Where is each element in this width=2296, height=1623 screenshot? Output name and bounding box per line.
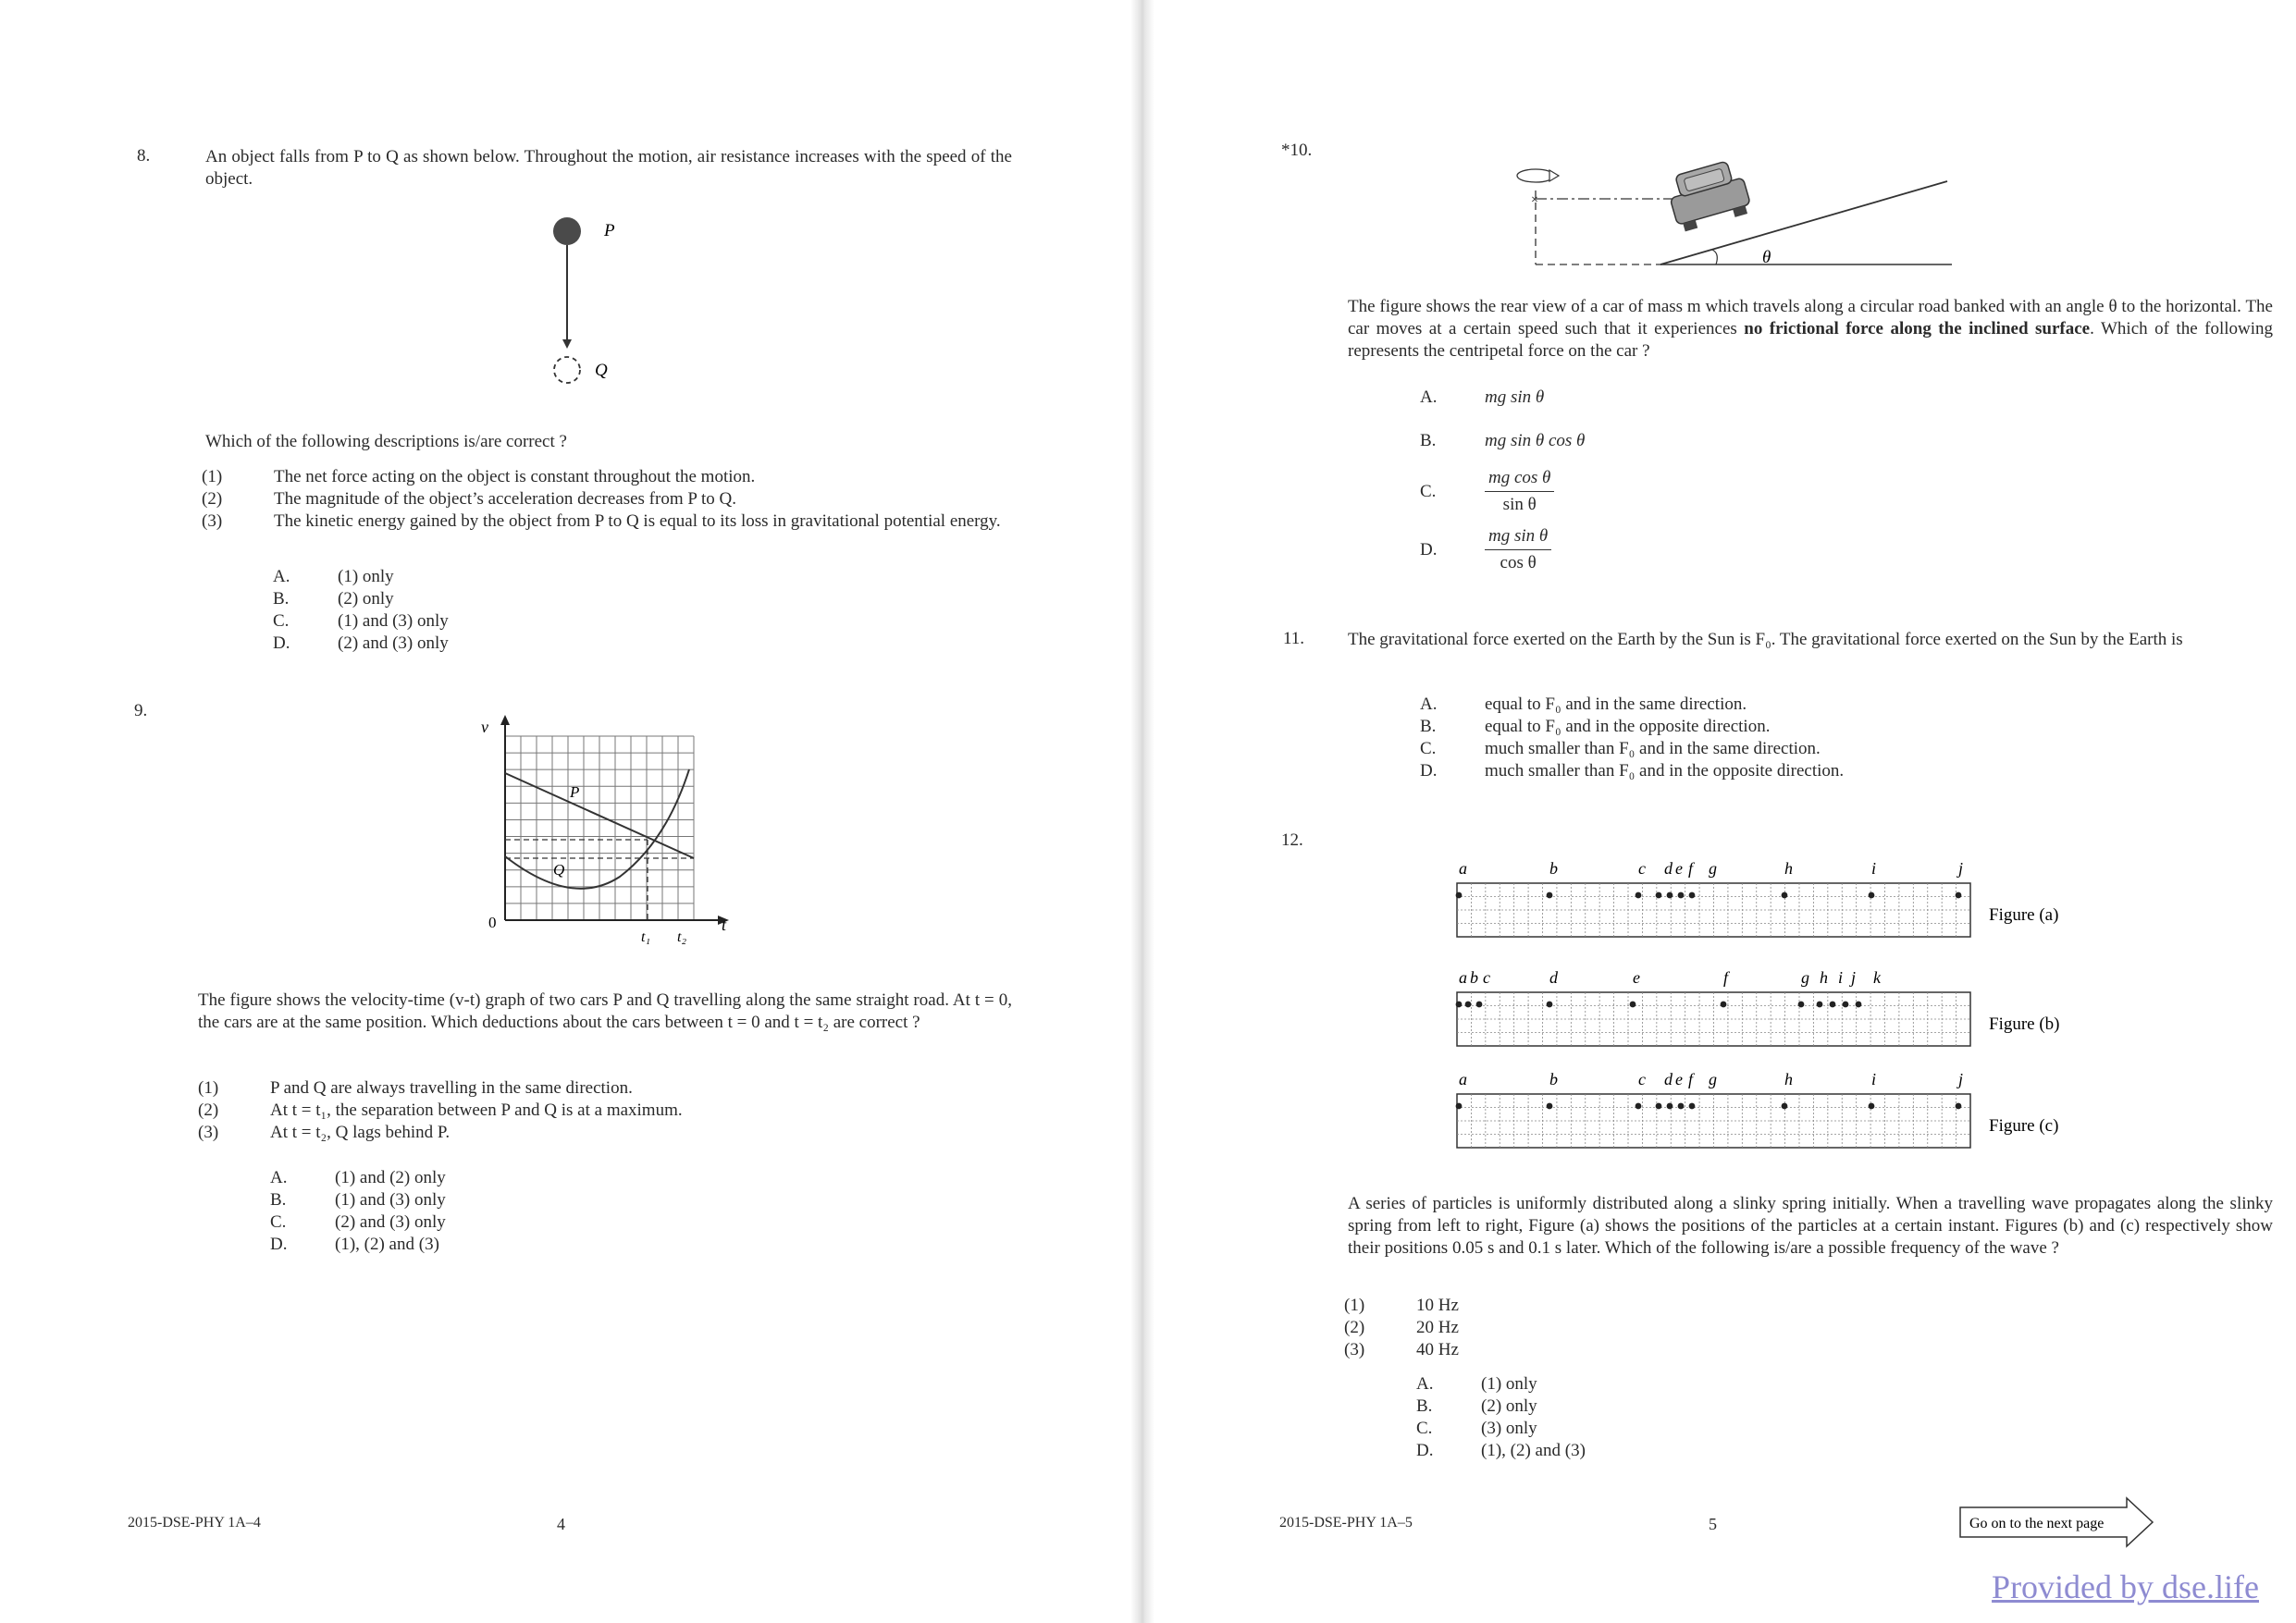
- particle-dot: [1830, 1002, 1836, 1008]
- q10-option-d-fraction: $\frac{\text{mg sin θ}}{\text{cos θ}}$: [1485, 525, 1551, 574]
- particle-dot: [1656, 892, 1662, 899]
- vt-x-label: t: [722, 916, 727, 934]
- particle-label: j: [1958, 859, 1964, 878]
- particle-dot: [1798, 1002, 1805, 1008]
- particle-dot: [1956, 1103, 1962, 1110]
- q11-option-d[interactable]: D. much smaller than F₀ and in the opposite direction.: [1420, 761, 1845, 781]
- label-p: P: [604, 221, 615, 240]
- rotation-arrow-icon: [1517, 169, 1554, 182]
- q12-statement: (3) 40 Hz: [1344, 1340, 1459, 1359]
- object-at-q: [554, 357, 580, 383]
- left-page: [0, 0, 1142, 1623]
- particle-dot: [1843, 1002, 1849, 1008]
- q10-number: *10.: [1281, 141, 1313, 160]
- q8-number: 8.: [137, 146, 151, 166]
- particle-label: c: [1638, 859, 1646, 878]
- q12-options: [1416, 1373, 1586, 1462]
- vt-curve-q: [505, 769, 689, 889]
- left-footer-code: 2015-DSE-PHY 1A–4: [128, 1515, 261, 1531]
- angle-label: θ: [1762, 248, 1771, 267]
- q8-statement: (3) The kinetic energy gained by the object from P to Q is equal to its loss in gravitational potential energy.: [202, 511, 1001, 531]
- right-page: [1142, 0, 2296, 1623]
- q11-option-b[interactable]: B. equal to F₀ and in the opposite direction.: [1420, 717, 1771, 736]
- particle-dot: [1465, 1002, 1472, 1008]
- vt-graph-grid: [505, 736, 694, 920]
- particle-dot: [1721, 1002, 1727, 1008]
- particle-dot: [1678, 892, 1685, 899]
- q11-options: [1420, 694, 1844, 782]
- q9-option-c[interactable]: C. (2) and (3) only: [270, 1212, 446, 1232]
- vt-t1-label: t₁: [641, 929, 651, 945]
- particle-dot: [1456, 1002, 1463, 1008]
- particle-dot: [1456, 1103, 1463, 1110]
- q8-statement: (1) The net force acting on the object is constant throughout the motion.: [202, 467, 756, 486]
- particle-label: f: [1688, 1070, 1694, 1088]
- vt-t2-label: t₂: [677, 929, 687, 945]
- car-icon: [1664, 158, 1753, 233]
- particle-label: a: [1459, 1070, 1467, 1088]
- particle-dot: [1630, 1002, 1636, 1008]
- q9-option-d[interactable]: D. (1), (2) and (3): [270, 1235, 439, 1254]
- object-at-p: [553, 217, 581, 245]
- watermark-link[interactable]: Provided by dse.life: [1992, 1568, 2259, 1605]
- particle-dot: [1817, 1002, 1823, 1008]
- q10-option-a[interactable]: A. mg sin θ: [1420, 387, 1545, 407]
- vt-q-label: Q: [553, 861, 565, 879]
- particle-dot: [1667, 1103, 1673, 1110]
- particle-dot: [1782, 892, 1788, 899]
- particle-label: b: [1549, 1070, 1558, 1088]
- vt-p-label: P: [570, 783, 580, 801]
- vt-origin-label: 0: [488, 914, 497, 931]
- vt-y-axis-arrow: [500, 715, 510, 725]
- q12-statements: [1344, 1295, 1459, 1361]
- q9-vt-graph: [472, 712, 749, 953]
- particle-dot: [1678, 1103, 1685, 1110]
- particle-label: b: [1549, 859, 1558, 878]
- particle-label: d: [1549, 968, 1558, 987]
- q9-number: 9.: [134, 701, 148, 720]
- particle-label: c: [1483, 968, 1490, 987]
- q9-options: [270, 1167, 446, 1256]
- particle-label: j: [1958, 1070, 1964, 1088]
- angle-arc: [1712, 250, 1717, 264]
- particle-dot: [1689, 892, 1696, 899]
- particle-label: f: [1688, 859, 1694, 878]
- particle-label: b: [1470, 968, 1478, 987]
- figure-caption: Figure (a): [1989, 905, 2059, 925]
- particle-label: e: [1675, 1070, 1683, 1088]
- particle-label: g: [1709, 859, 1717, 878]
- slinky-figure-b: [1456, 968, 2060, 1046]
- svg-text:Go on to the next page: Go on to the next page: [1969, 1516, 2105, 1531]
- particle-dot: [1547, 1002, 1553, 1008]
- q11-stem: The gravitational force exerted on the Earth by the Sun is F₀. The gravitational force exerted on the Sun by the Earth is: [1348, 630, 2183, 649]
- particle-label: e: [1675, 859, 1683, 878]
- q9-statement: (1) P and Q are always travelling in the same direction.: [198, 1078, 633, 1098]
- q11-number: 11.: [1283, 629, 1305, 648]
- particle-label: a: [1459, 859, 1467, 878]
- q9-option-a[interactable]: A. (1) and (2) only: [270, 1168, 446, 1187]
- particle-label: c: [1638, 1070, 1646, 1088]
- particle-dot: [1547, 1103, 1553, 1110]
- particle-label: d: [1664, 859, 1673, 878]
- q8-options: [273, 566, 449, 655]
- next-page-button[interactable]: [1957, 1494, 2160, 1550]
- particle-dot: [1656, 1103, 1662, 1110]
- q10-option-d[interactable]: D. $\frac{\text{mg sin θ}}{\text{cos θ}}$: [1420, 525, 1551, 574]
- q9-statement: (3) At t = t₂, Q lags behind P.: [198, 1123, 451, 1142]
- vt-y-label: v: [481, 718, 488, 736]
- slinky-figure-c: [1456, 1070, 2059, 1148]
- particle-label: f: [1723, 968, 1729, 987]
- particle-dot: [1869, 892, 1875, 899]
- particle-label: e: [1633, 968, 1640, 987]
- figure-caption: Figure (c): [1989, 1116, 2059, 1136]
- particle-dot: [1476, 1002, 1483, 1008]
- particle-label: h: [1784, 859, 1793, 878]
- figure-caption: Figure (b): [1989, 1014, 2060, 1034]
- q8-statements: [202, 466, 1012, 533]
- q9-option-b[interactable]: B. (1) and (3) only: [270, 1190, 446, 1210]
- q10-option-c[interactable]: C. $\frac{\text{mg cos θ}}{\text{sin θ}}$: [1420, 467, 1554, 516]
- particle-dot: [1689, 1103, 1696, 1110]
- q12-slinky-figures: [1420, 855, 2280, 1170]
- rotation-arrow-head: [1549, 170, 1559, 181]
- q12-statement: (2) 20 Hz: [1344, 1318, 1459, 1337]
- q9-stem: The figure shows the velocity-time (v-t) graph of two cars P and Q travelling along the same straight road. At t = 0, the cars are at the same position. Which deductions about the cars between t = 0 and t = t₂ are correct ?: [198, 990, 1012, 1032]
- right-page-number: 5: [1709, 1515, 1717, 1533]
- q12-number: 12.: [1281, 830, 1303, 850]
- axis-center-mark: ×: [1531, 193, 1538, 207]
- particle-label: a: [1459, 968, 1467, 987]
- particle-label: j: [1851, 968, 1857, 987]
- right-footer-code: 2015-DSE-PHY 1A–5: [1279, 1515, 1413, 1531]
- particle-dot: [1636, 892, 1642, 899]
- particle-label: i: [1838, 968, 1844, 987]
- particle-label: d: [1664, 1070, 1673, 1088]
- particle-label: i: [1871, 859, 1877, 878]
- q12-option-b[interactable]: B. (2) only: [1416, 1396, 1537, 1416]
- q8-question: Which of the following descriptions is/are correct ?: [205, 432, 567, 451]
- left-page-number: 4: [557, 1515, 565, 1533]
- q8-option-b[interactable]: B. (2) only: [273, 589, 394, 609]
- q8-statement: (2) The magnitude of the object’s acceleration decreases from P to Q.: [202, 489, 736, 509]
- particle-dot: [1956, 892, 1962, 899]
- particle-dot: [1456, 892, 1463, 899]
- particle-label: k: [1873, 968, 1881, 987]
- particle-label: h: [1820, 968, 1828, 987]
- q12-stem: A series of particles is uniformly distributed along a slinky spring initially. When a travelling wave propagates along the slinky spring from left to right, Figure (a) shows the positions of the particles at a certain instant. Figures (b) and (c) respectively show their positions 0.05 s and 0.1 s later. Which of the following is/are a possible frequency of the wave ?: [1348, 1194, 2273, 1258]
- particle-dot: [1869, 1103, 1875, 1110]
- q10-option-c-fraction: $\frac{\text{mg cos θ}}{\text{sin θ}}$: [1485, 467, 1554, 516]
- particle-label: g: [1709, 1070, 1717, 1088]
- q10-banked-car-diagram: [1503, 155, 1984, 276]
- label-q: Q: [595, 361, 608, 380]
- particle-label: h: [1784, 1070, 1793, 1088]
- q9-statements: [198, 1077, 1012, 1144]
- q8-option-d[interactable]: D. (2) and (3) only: [273, 633, 449, 653]
- q11-option-c[interactable]: C. much smaller than F₀ and in the same direction.: [1420, 739, 1821, 758]
- particle-dot: [1782, 1103, 1788, 1110]
- particle-dot: [1636, 1103, 1642, 1110]
- particle-dot: [1547, 892, 1553, 899]
- q8-falling-object-diagram: [537, 208, 648, 393]
- q12-option-c[interactable]: C. (3) only: [1416, 1419, 1537, 1438]
- q10-stem: The figure shows the rear view of a car of mass m which travels along a circular road banked with an angle θ to the horizontal. The car moves at a certain speed such that it experiences no frictional force along the inclined surface. Which of the following represents the centripetal force on the car ?: [1348, 297, 2273, 361]
- q8-option-c[interactable]: C. (1) and (3) only: [273, 611, 449, 631]
- q10-option-b[interactable]: B. mg sin θ cos θ: [1420, 431, 1586, 450]
- q11-option-a[interactable]: A. equal to F₀ and in the same direction.: [1420, 695, 1747, 714]
- particle-dot: [1667, 892, 1673, 899]
- fall-arrow-head: [562, 339, 572, 349]
- particle-label: g: [1801, 968, 1809, 987]
- slinky-figure-a: [1456, 859, 2059, 937]
- q9-statement: (2) At t = t₁, the separation between P and Q is at a maximum.: [198, 1100, 683, 1120]
- q12-option-a[interactable]: A. (1) only: [1416, 1374, 1537, 1394]
- particle-label: i: [1871, 1070, 1877, 1088]
- q12-option-d[interactable]: D. (1), (2) and (3): [1416, 1441, 1586, 1460]
- q8-option-a[interactable]: A. (1) only: [273, 567, 394, 586]
- q12-statement: (1) 10 Hz: [1344, 1296, 1459, 1315]
- q8-stem: An object falls from P to Q as shown below. Throughout the motion, air resistance increases with the speed of the object.: [205, 147, 1012, 189]
- particle-dot: [1856, 1002, 1862, 1008]
